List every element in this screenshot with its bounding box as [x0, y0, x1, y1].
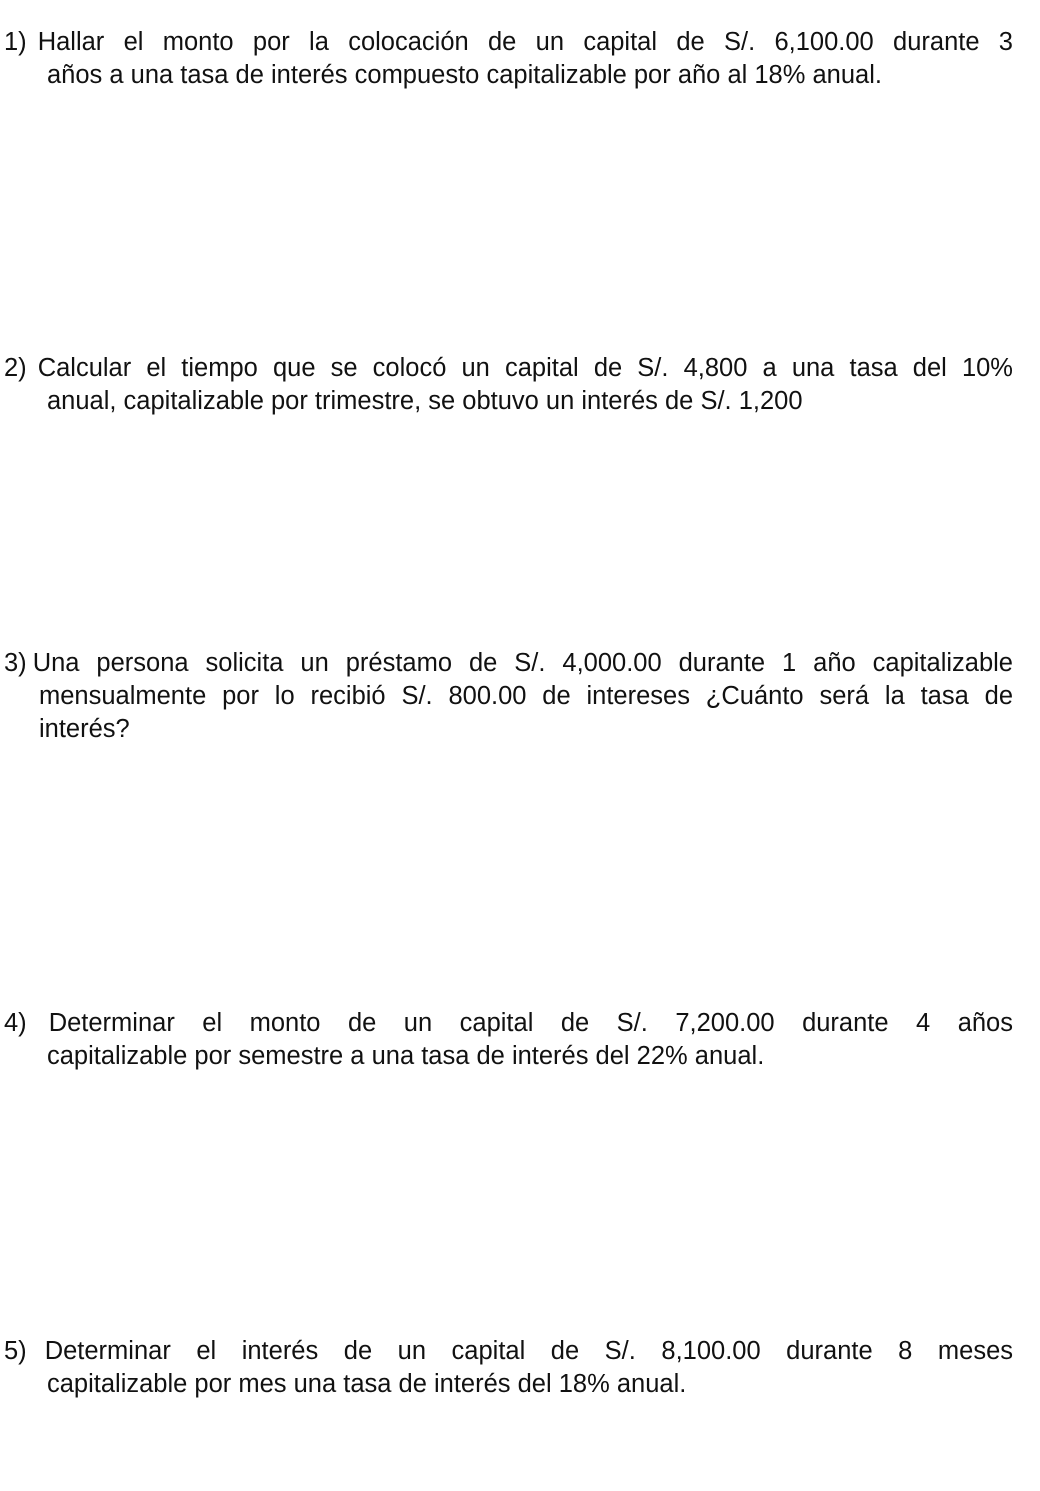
problem-1: [0, 26, 1013, 92]
problem-4-line-1: [0, 1007, 1013, 1040]
problem-3-text-line-1: Una persona solicita un préstamo de S/. 4,000.00 durante 1 año capitalizable: [32, 649, 1013, 677]
problem-1-number: 1): [4, 28, 27, 56]
problem-3: [0, 647, 1013, 746]
problem-1-line-1: [0, 26, 1013, 59]
problem-3-number: 3): [4, 649, 27, 677]
problem-5-line-1: [0, 1335, 1013, 1368]
problem-5-line-2: capitalizable por mes una tasa de interés del 18% anual.: [47, 1370, 687, 1398]
problem-2-text-line-1: Calcular el tiempo que se colocó un capital de S/. 4,800 a una tasa del 10%: [37, 354, 1013, 382]
problem-3-line-2: mensualmente por lo recibió S/. 800.00 de intereses ¿Cuánto será la tasa de: [39, 682, 1013, 710]
problem-2-line-1: [0, 352, 1013, 385]
problem-5: [0, 1335, 1013, 1401]
problem-1-line-2: años a una tasa de interés compuesto capitalizable por año al 18% anual.: [47, 61, 882, 89]
problem-2: [0, 352, 1013, 418]
problem-3-line-3: interés?: [39, 715, 130, 743]
problem-2-number: 2): [4, 354, 27, 382]
problem-3-line-1: [0, 647, 1013, 680]
problem-5-text-line-1: Determinar el interés de un capital de S/. 8,100.00 durante 8 meses: [44, 1337, 1013, 1365]
problem-5-number: 5): [4, 1337, 27, 1365]
problem-2-line-2: anual, capitalizable por trimestre, se obtuvo un interés de S/. 1,200: [47, 387, 803, 415]
problem-1-text-line-1: Hallar el monto por la colocación de un capital de S/. 6,100.00 durante 3: [37, 28, 1013, 56]
problem-4-text-line-1: Determinar el monto de un capital de S/. 7,200.00 durante 4 años: [48, 1009, 1013, 1037]
problem-4-number: 4): [4, 1009, 27, 1037]
problem-4: [0, 1007, 1013, 1073]
problem-4-line-2: capitalizable por semestre a una tasa de interés del 22% anual.: [47, 1042, 765, 1070]
